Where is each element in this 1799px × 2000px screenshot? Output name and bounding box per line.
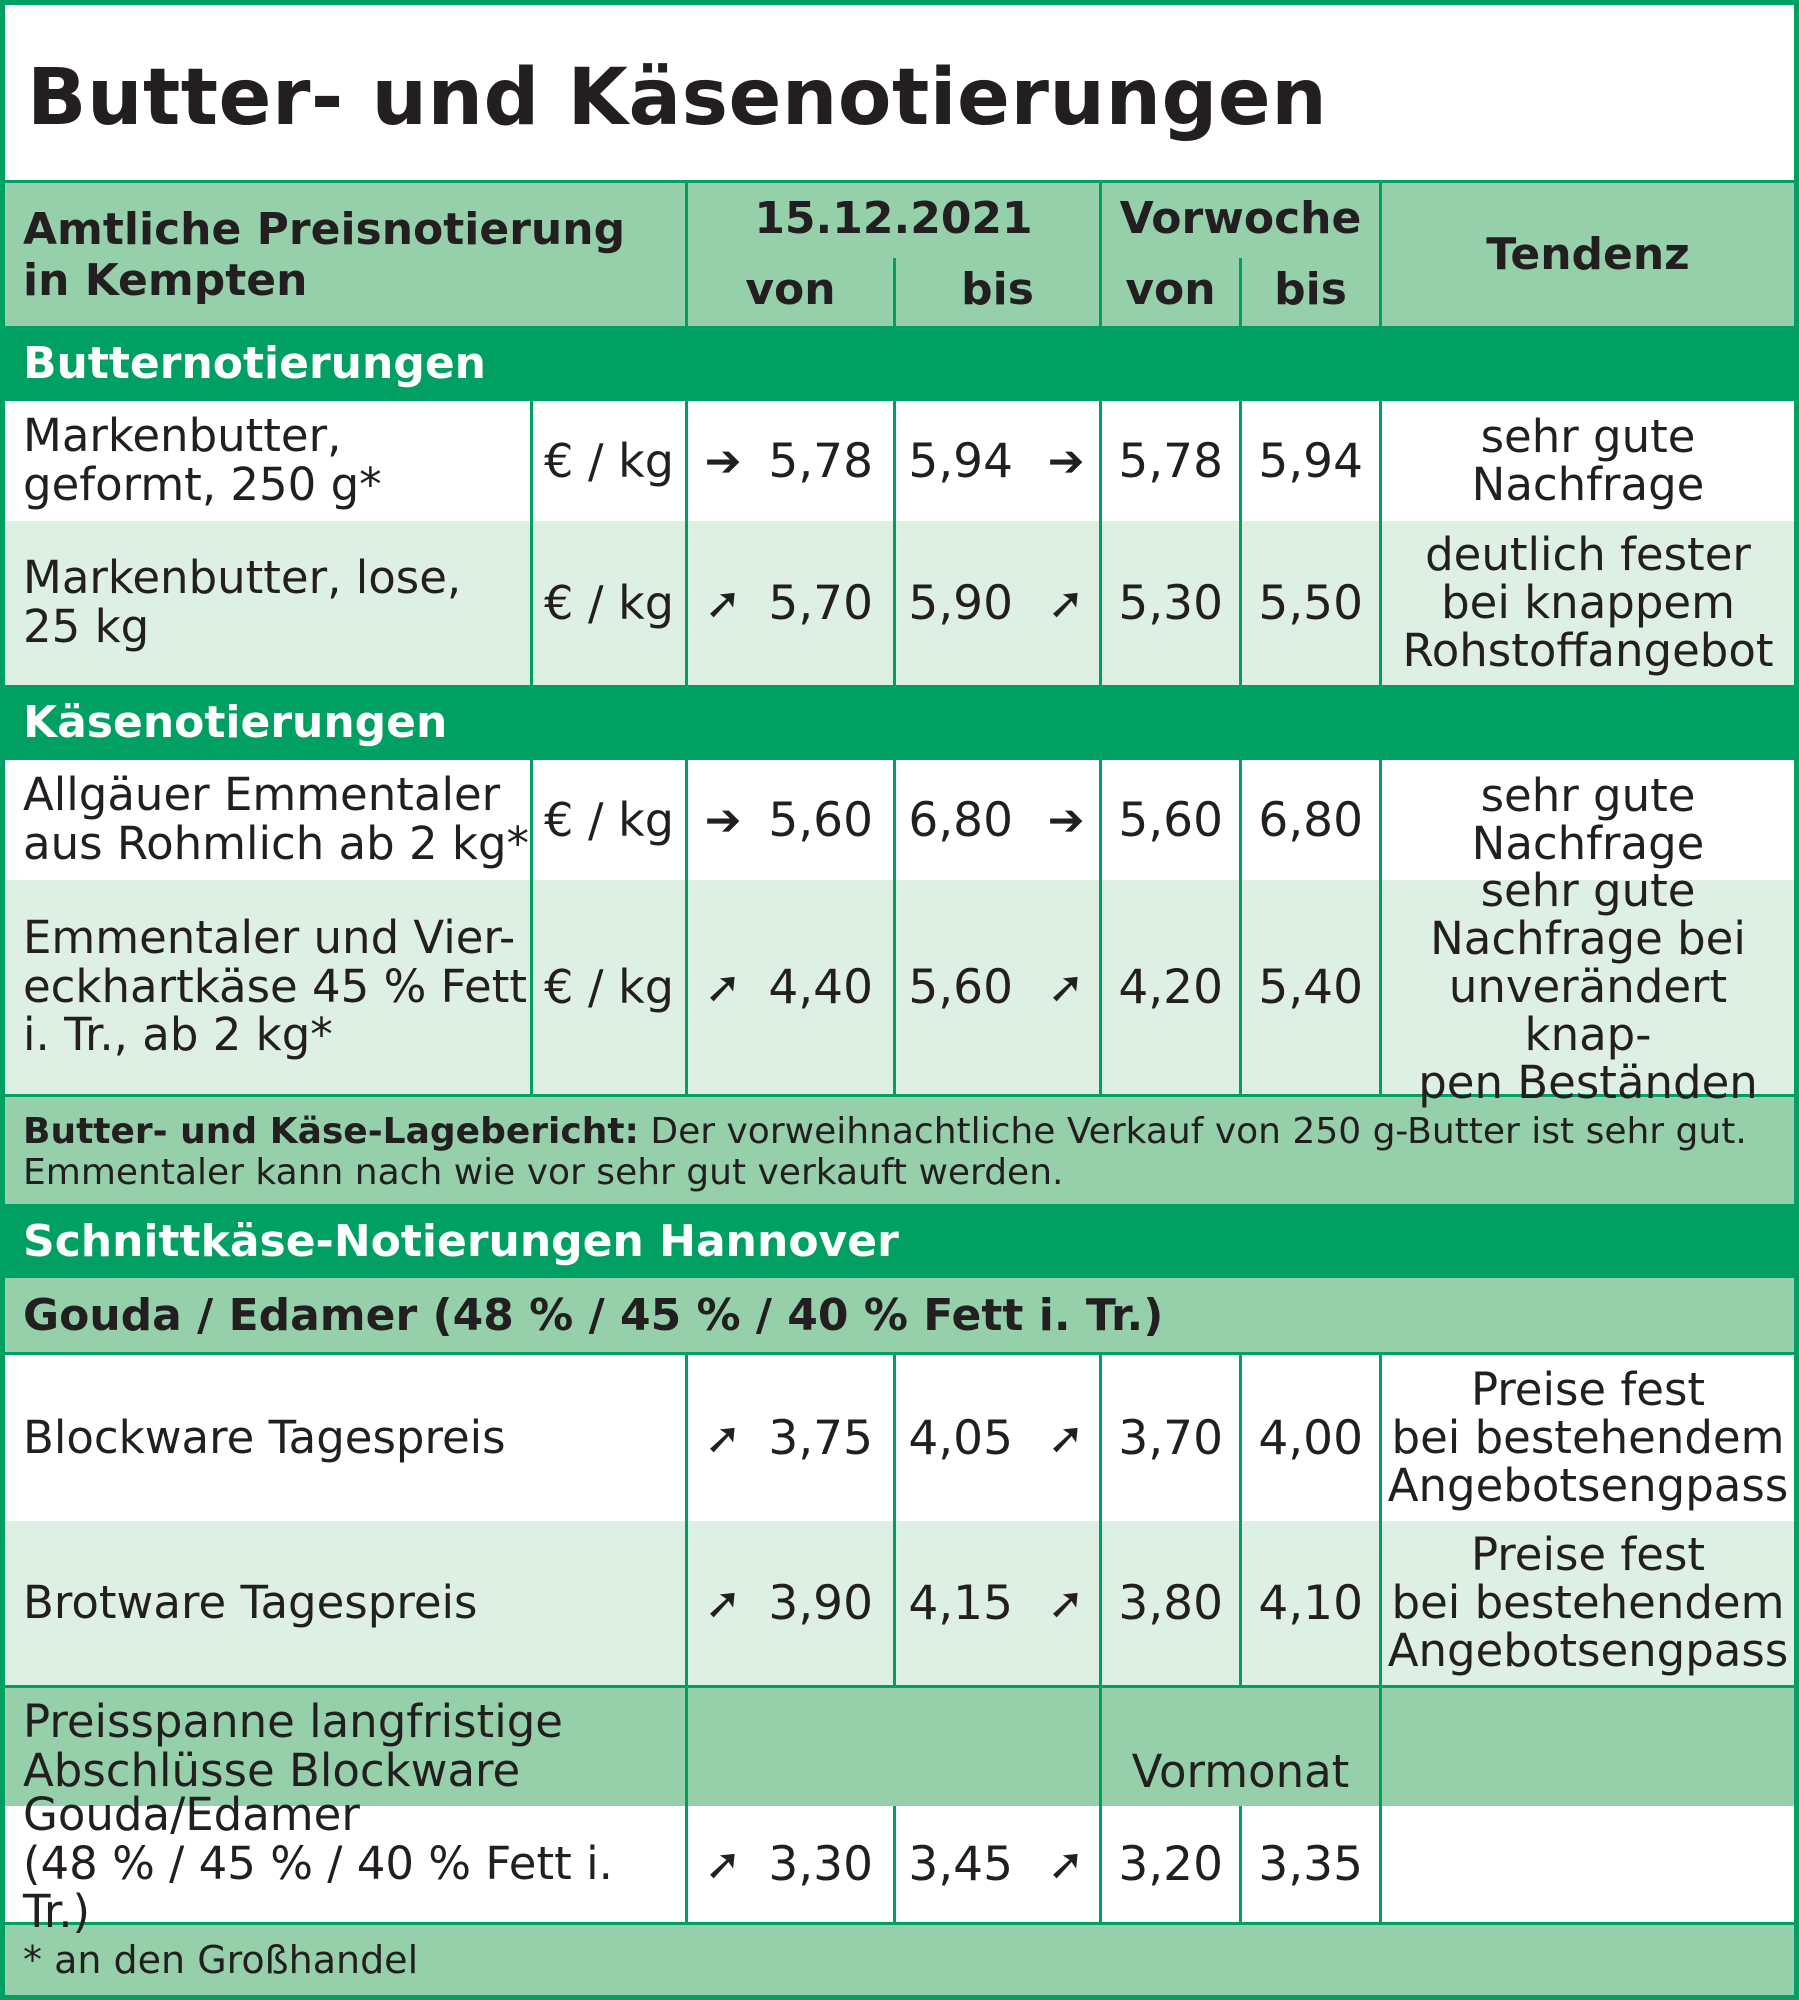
tendency-line: Nachfrage bei [1430, 911, 1746, 965]
unit-label: € / kg [544, 793, 674, 847]
tendency-line: Preise fest [1470, 1527, 1706, 1581]
section-label: Schnittkäse-Notierungen Hannover [23, 1215, 899, 1267]
divider [685, 1688, 688, 1806]
table-row [5, 401, 1794, 521]
row-label-line: aus Rohmlich ab 2 kg* [23, 817, 530, 870]
prev-bis: 5,94 [1258, 433, 1363, 489]
trend-arrow-icon: ➚ [704, 1412, 742, 1464]
price-bis: 4,15 [908, 1575, 1013, 1631]
tendency-line: Rohstoffangebot [1402, 624, 1774, 678]
tendency-line: sehr gute [1480, 863, 1696, 917]
price-bis: 5,60 [908, 959, 1013, 1015]
row-label-line: Blockware Tagespreis [23, 1410, 506, 1464]
row-label-line: Markenbutter, [23, 409, 342, 463]
price-bis: 6,80 [908, 792, 1013, 848]
price-von: 5,60 [768, 792, 873, 848]
tendency-line: deutlich fester [1425, 527, 1751, 581]
row-label-line: geformt, 250 g* [23, 458, 382, 511]
trend-arrow-icon: ➔ [704, 794, 742, 846]
tendency-line: Nachfrage [1471, 817, 1705, 870]
trend-arrow-icon: ➚ [1047, 961, 1085, 1013]
prev-von: 3,80 [1118, 1575, 1223, 1631]
prev-von: 5,78 [1118, 433, 1223, 489]
header-prev-von: von [1125, 264, 1216, 315]
row-label [5, 880, 530, 1094]
tendency [1382, 1806, 1794, 1922]
tendency-line: pen Beständen [1418, 1056, 1758, 1110]
prev-von: 3,70 [1118, 1410, 1223, 1466]
unit-label: € / kg [544, 576, 674, 630]
prev-bis: 4,00 [1258, 1410, 1363, 1466]
footnote-text: * an den Großhandel [23, 1938, 419, 1982]
price-von: 4,40 [768, 959, 873, 1015]
row-label [5, 1788, 685, 1939]
trend-arrow-icon: ➔ [704, 435, 742, 487]
row-label-line: i. Tr., ab 2 kg* [23, 1008, 333, 1062]
row-label-line: Markenbutter, lose, [23, 551, 462, 605]
prev-bis: 5,50 [1258, 575, 1363, 631]
table-row [5, 760, 1794, 880]
header-von: von [745, 264, 836, 315]
section-schnitt [5, 1204, 1794, 1278]
prev-bis: 6,80 [1258, 792, 1363, 848]
unit-label: € / kg [544, 960, 674, 1014]
price-von: 5,78 [768, 433, 873, 489]
row-label [5, 521, 530, 685]
prev-bis: 3,35 [1258, 1836, 1363, 1892]
prev-bis: 5,40 [1258, 959, 1363, 1015]
table-header [5, 183, 1794, 326]
trend-arrow-icon: ➚ [704, 961, 742, 1013]
section-butter [5, 326, 1794, 401]
price-bis: 5,90 [908, 575, 1013, 631]
row-label [5, 1355, 685, 1521]
price-bis: 4,05 [908, 1410, 1013, 1466]
trend-arrow-icon: ➔ [1047, 435, 1085, 487]
price-von: 3,90 [768, 1575, 873, 1631]
price-bis: 5,94 [908, 433, 1013, 489]
price-von: 5,70 [768, 575, 873, 631]
tendency [1382, 863, 1794, 1110]
longterm-line: Preisspanne langfristige [23, 1695, 563, 1749]
header-prev-week: Vorwoche [1119, 192, 1362, 244]
section-kaese [5, 685, 1794, 760]
tendency [1382, 401, 1794, 521]
prev-von: 5,30 [1118, 575, 1223, 631]
report [5, 1097, 1794, 1204]
unit-label: € / kg [544, 434, 674, 488]
trend-arrow-icon: ➚ [704, 577, 742, 629]
header-line: in Kempten [23, 254, 308, 306]
table-row [5, 1521, 1794, 1685]
row-label-line: Brotware Tagespreis [23, 1575, 478, 1629]
tendency [1382, 760, 1794, 880]
row-label [5, 401, 530, 521]
table-row [5, 1788, 1794, 1939]
tendency [1382, 521, 1794, 685]
table-row [5, 1355, 1794, 1521]
longterm-line: Abschlüsse Blockware [23, 1744, 521, 1797]
gouda-header [5, 1278, 1794, 1352]
header-prev-bis: bis [1274, 264, 1347, 315]
row-label-line: Gouda/Edamer [23, 1788, 360, 1842]
row-label-line: Emmentaler und Vier- [23, 911, 516, 965]
divider [1379, 1688, 1382, 1806]
trend-arrow-icon: ➚ [1047, 1412, 1085, 1464]
tendency-line: Nachfrage [1471, 458, 1705, 511]
report-bold: Butter- und Käse-Lagebericht: [23, 1111, 639, 1152]
tendency-line: bei bestehendem [1391, 1410, 1785, 1464]
row-label-line: Allgäuer Emmentaler [23, 768, 501, 822]
gouda-header-label: Gouda / Edamer (48 % / 45 % / 40 % Fett i. Tr.) [23, 1289, 1164, 1341]
tendency-line: Preise fest [1470, 1362, 1706, 1416]
tendency-line: bei knappem [1441, 575, 1735, 629]
price-bis: 3,45 [908, 1836, 1013, 1892]
page-title: Butter- und Käsenotierungen [27, 53, 1328, 143]
longterm-prev-month: Vormonat [1131, 1745, 1350, 1798]
header-date: 15.12.2021 [754, 192, 1033, 244]
report-text [23, 1111, 1747, 1194]
price-von: 3,30 [768, 1836, 873, 1892]
tendency-line: Angebotsengpass [1387, 1459, 1789, 1513]
tendency-line: Angebotsengpass [1387, 1624, 1789, 1678]
row-label-line: (48 % / 45 % / 40 % Fett i. Tr.) [23, 1836, 613, 1939]
trend-arrow-icon: ➚ [1047, 1577, 1085, 1629]
tendency-line: sehr gute [1480, 768, 1696, 822]
prev-von: 3,20 [1118, 1836, 1223, 1892]
prev-von: 4,20 [1118, 959, 1223, 1015]
table-row [5, 521, 1794, 685]
price-von: 3,75 [768, 1410, 873, 1466]
row-label [5, 1521, 685, 1685]
tendency-line: unverändert knap- [1448, 959, 1728, 1062]
trend-arrow-icon: ➚ [1047, 577, 1085, 629]
tendency [1382, 1355, 1794, 1521]
report-line2: Emmentaler kann nach wie vor sehr gut verkauft werden. [23, 1152, 1064, 1194]
trend-arrow-icon: ➚ [704, 1838, 742, 1890]
tendency-line: bei bestehendem [1391, 1575, 1785, 1629]
header-title [5, 183, 685, 326]
tendency [1382, 1521, 1794, 1685]
tendency-line: sehr gute [1480, 409, 1696, 463]
trend-arrow-icon: ➔ [1047, 794, 1085, 846]
table-row [5, 863, 1794, 1110]
prev-bis: 4,10 [1258, 1575, 1363, 1631]
header-tendenz: Tendenz [1486, 229, 1690, 280]
trend-arrow-icon: ➚ [704, 1577, 742, 1629]
prev-von: 5,60 [1118, 792, 1223, 848]
row-label-line: 25 kg [23, 600, 150, 653]
report-line1: Der vorweihnachtliche Verkauf von 250 g-Butter ist sehr gut. [638, 1111, 1747, 1152]
header-bis: bis [961, 264, 1034, 315]
section-label: Butternotierungen [23, 338, 486, 389]
row-label-line: eckhartkäse 45 % Fett [23, 959, 528, 1013]
header-line: Amtliche Preisnotierung [23, 203, 626, 255]
section-label: Käsenotierungen [23, 697, 448, 748]
trend-arrow-icon: ➚ [1047, 1838, 1085, 1890]
row-label [5, 760, 530, 880]
